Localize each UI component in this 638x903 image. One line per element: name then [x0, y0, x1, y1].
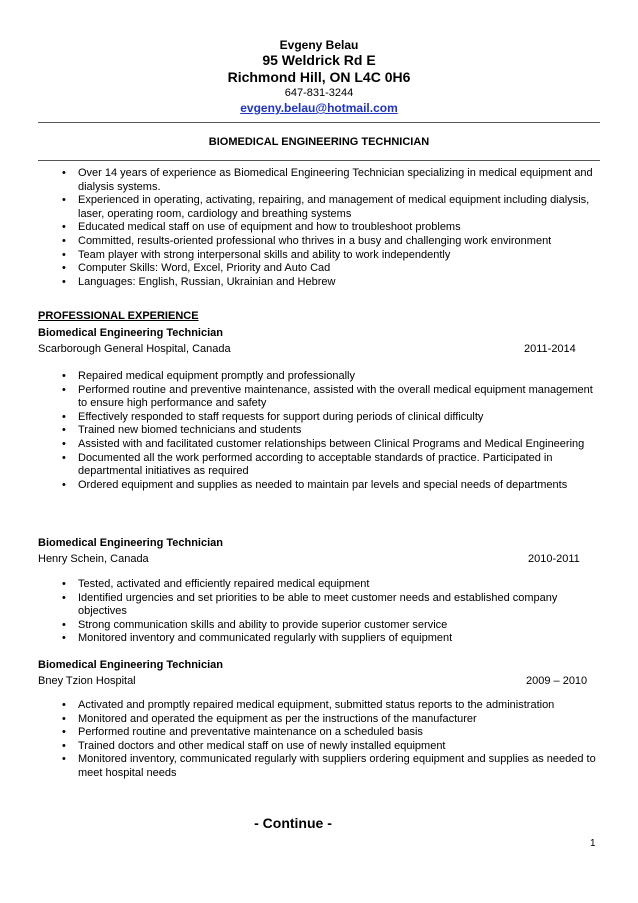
summary-item: • Educated medical staff on use of equipment and how to troubleshoot problems [0, 221, 598, 235]
job-duty-item: • Assisted with and facilitated customer relationships between Clinical Programs and Medical Engineering [0, 438, 598, 452]
job-duties-list [0, 699, 598, 781]
job-duty-item: • Monitored inventory, communicated regularly with suppliers ordering equipment and supplies as needed to meet hospital needs [0, 753, 598, 780]
job-duty-item: • Repaired medical equipment promptly and professionally [0, 370, 598, 384]
phone-number: 647-831-3244 [284, 87, 354, 99]
job-duty-item: • Performed routine and preventative maintenance on a scheduled basis [0, 726, 598, 740]
job-title: Biomedical Engineering Technician [38, 659, 224, 671]
job-duty-item: • Activated and promptly repaired medical equipment, submitted status reports to the administration [0, 699, 598, 713]
job-duties-list [0, 370, 598, 492]
job-title: Biomedical Engineering Technician [38, 327, 224, 339]
objective-divider [38, 160, 600, 161]
job-company: Scarborough General Hospital, Canada [38, 343, 231, 355]
job-duties-list [0, 578, 598, 646]
job-duty-item: • Documented all the work performed according to acceptable standards of practice. Participated in departmental initiatives as required [0, 452, 598, 479]
job-company: Bney Tzion Hospital [38, 675, 136, 687]
address-line-2: Richmond Hill, ON L4C 0H6 [227, 69, 411, 85]
summary-item: • Languages: English, Russian, Ukrainian and Hebrew [0, 276, 598, 290]
job-duty-item: • Performed routine and preventive maintenance, assisted with the overall medical equipment management to ensure high performance and safety [0, 384, 598, 411]
job-years: 2009 – 2010 [526, 675, 588, 687]
job-duty-item: • Monitored and operated the equipment as per the instructions of the manufacturer [0, 713, 598, 727]
job-duty-item: • Tested, activated and efficiently repaired medical equipment [0, 578, 598, 592]
job-duty-item: • Identified urgencies and set priorities to be able to meet customer needs and established company objectives [0, 592, 598, 619]
job-duty-item: • Trained new biomed technicians and students [0, 424, 598, 438]
job-years: 2011-2014 [524, 343, 576, 355]
experience-heading: PROFESSIONAL EXPERIENCE [38, 310, 199, 322]
job-duty-item: • Ordered equipment and supplies as needed to maintain par levels and special needs of departments [0, 479, 598, 493]
email-link[interactable]: evgeny.belau@hotmail.com [240, 101, 398, 115]
summary-item: • Team player with strong interpersonal skills and ability to work independently [0, 249, 598, 263]
job-duty-item: • Trained doctors and other medical staff on use of newly installed equipment [0, 740, 598, 754]
header-divider [38, 122, 600, 123]
continue-marker: - Continue - [254, 815, 332, 831]
job-years: 2010-2011 [528, 553, 580, 565]
job-duty-item: • Strong communication skills and ability to provide superior customer service [0, 619, 598, 633]
summary-item: • Experienced in operating, activating, repairing, and management of medical equipment including dialysis, laser, operating room, cardiology and breathing systems [0, 194, 598, 221]
summary-item: • Computer Skills: Word, Excel, Priority and Auto Cad [0, 262, 598, 276]
candidate-name: Evgeny Belau [279, 38, 359, 52]
summary-item: • Committed, results-oriented professional who thrives in a busy and challenging work environment [0, 235, 598, 249]
page-number: 1 [590, 838, 596, 849]
summary-list [0, 167, 598, 289]
objective-title: BIOMEDICAL ENGINEERING TECHNICIAN [208, 136, 430, 148]
address-line-1: 95 Weldrick Rd E [262, 52, 376, 68]
job-duty-item: • Effectively responded to staff requests for support during periods of clinical difficulty [0, 411, 598, 425]
job-company: Henry Schein, Canada [38, 553, 149, 565]
job-duty-item: • Monitored inventory and communicated regularly with suppliers of equipment [0, 632, 598, 646]
summary-item: • Over 14 years of experience as Biomedical Engineering Technician specializing in medical equipment and dialysis systems. [0, 167, 598, 194]
job-title: Biomedical Engineering Technician [38, 537, 224, 549]
